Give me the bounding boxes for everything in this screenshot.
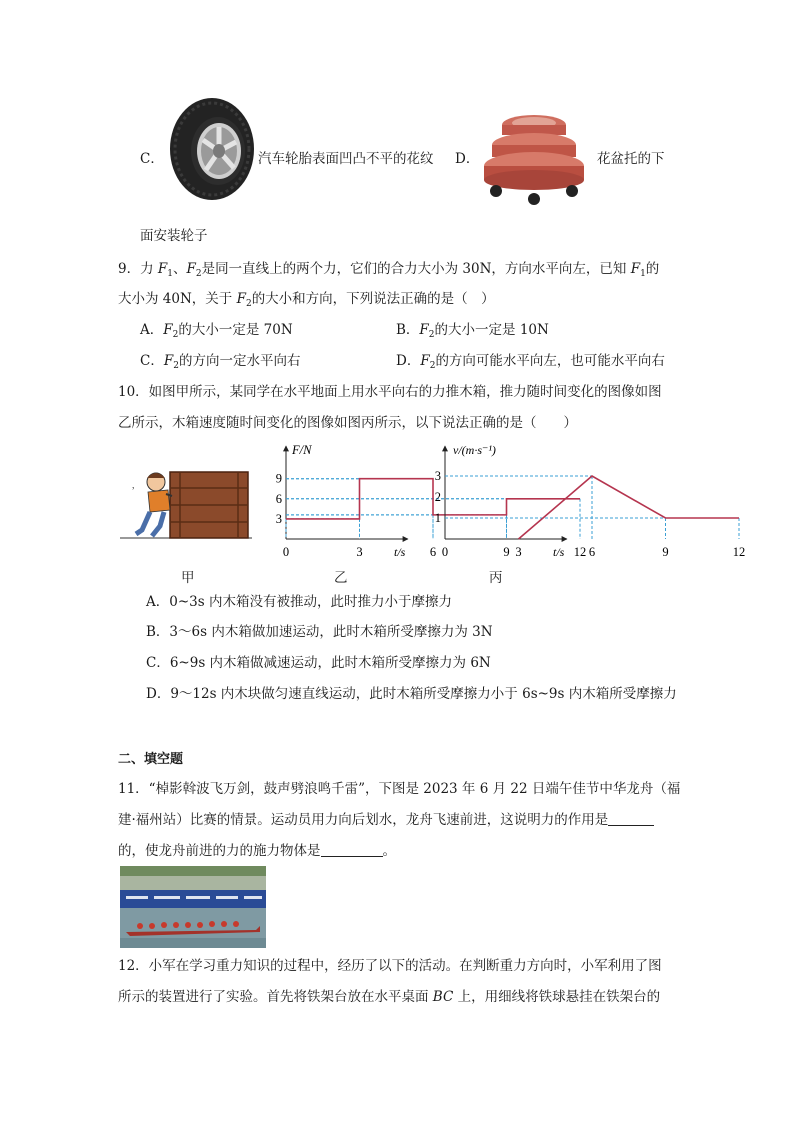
q11-blank-1[interactable] <box>608 811 654 826</box>
dragon-boat-photo <box>120 866 266 948</box>
q10-stem-line1: 10．如图甲所示，某同学在水平地面上用水平向右的力推木箱，推力随时间变化的图像如图 <box>118 384 662 400</box>
q10-option-b[interactable]: B．3～6s 内木箱做加速运动，此时木箱所受摩擦力为 3N <box>146 624 493 640</box>
origin-label: 0 <box>282 545 290 559</box>
q9-option-a[interactable]: A．$F_2$的大小一定是 70N <box>140 322 293 340</box>
figure-bing-caption: 丙 <box>489 570 503 586</box>
option-d-text-b: 面安装轮子 <box>140 228 208 244</box>
figure-yi-caption: 乙 <box>334 570 348 586</box>
figure-bing-velocity-time-chart <box>425 440 746 564</box>
q10-stem-line2: 乙所示，木箱速度随时间变化的图像如图丙所示，以下说法正确的是（ ） <box>118 415 577 431</box>
yi-xlabel: t/s <box>394 545 406 559</box>
x-tick-label: 3 <box>356 545 363 559</box>
q12-stem-line1: 12．小军在学习重力知识的过程中，经历了以下的活动。在判断重力方向时，小军利用了图 <box>118 958 662 974</box>
figure-jia-boy-pushing-box <box>120 460 252 544</box>
chart-bing-plot <box>435 469 746 559</box>
svg-text:,: , <box>132 480 135 491</box>
y-tick-label: 2 <box>434 490 441 504</box>
figure-jia-caption: 甲 <box>181 570 195 586</box>
x-tick-label: 12 <box>573 545 587 559</box>
q9-option-c[interactable]: C．$F_2$的方向一定水平向右 <box>140 353 301 371</box>
x-tick-label: 6 <box>429 545 437 559</box>
y-tick-label: 1 <box>434 511 441 525</box>
x-tick-label: 9 <box>503 545 510 559</box>
q10-option-a[interactable]: A．0~3s 内木箱没有被推动，此时推力小于摩擦力 <box>146 594 452 610</box>
y-tick-label: 6 <box>275 491 282 506</box>
option-c-text: 汽车轮胎表面凹凸不平的花纹 <box>258 151 434 167</box>
q9-option-b[interactable]: B．$F_2$的大小一定是 10N <box>396 322 549 340</box>
y-tick-label: 3 <box>275 511 282 526</box>
option-d-label: D． <box>455 151 480 167</box>
option-d-text-a: 花盆托的下 <box>597 151 665 167</box>
x-tick-label: 6 <box>588 545 596 559</box>
flowerpot-tray-image <box>478 103 590 209</box>
tire-image <box>166 96 258 202</box>
q9-stem-line2: 大小为 40N，关于 $F_2$的大小和方向，下列说法正确的是（ ） <box>118 291 495 309</box>
q10-option-c[interactable]: C．6~9s 内木箱做减速运动，此时木箱所受摩擦力为 6N <box>146 655 491 671</box>
bing-ylabel: v/(m·s⁻¹) <box>453 443 496 457</box>
x-tick-label: 3 <box>515 545 522 559</box>
bing-xlabel: t/s <box>553 545 565 559</box>
q12-stem-line2: 所示的装置进行了实验。首先将铁架台放在水平桌面 BC 上，用细线将铁球悬挂在铁架台的 <box>118 989 661 1005</box>
y-tick-label: 3 <box>434 469 441 483</box>
y-tick-label: 9 <box>275 471 282 486</box>
q11-stem-line2: 建·福州站）比赛的情景。运动员用力向后划水，龙舟飞速前进，这说明力的作用是 <box>118 810 654 830</box>
q11-stem-line1: 11．“棹影斡波飞万剑，鼓声劈浪鸣千雷”，下图是 2023 年 6 月 22 日端午佳节中华龙舟（福 <box>118 781 681 797</box>
x-tick-label: 9 <box>662 545 669 559</box>
option-c-label: C． <box>140 151 164 167</box>
q9-option-d[interactable]: D．$F_2$的方向可能水平向左，也可能水平向右 <box>396 353 665 371</box>
q11-blank-2[interactable] <box>321 842 383 857</box>
q9-stem-line1: 9．力 $F_1$、$F_2$是同一直线上的两个力，它们的合力大小为 30N，方向水平向左，已知 $F_1$的 <box>118 261 660 279</box>
section-title: 二、填空题 <box>118 752 184 767</box>
q10-option-d[interactable]: D．9～12s 内木块做匀速直线运动，此时木箱所受摩擦力小于 6s~9s 内木箱所受摩擦力 <box>146 686 677 702</box>
yi-ylabel: F/N <box>292 443 312 457</box>
q11-stem-line3: 的，使龙舟前进的力的施力物体是 。 <box>118 843 396 859</box>
origin-label: 0 <box>441 545 449 559</box>
series-line <box>519 476 740 539</box>
x-tick-label: 12 <box>732 545 746 559</box>
